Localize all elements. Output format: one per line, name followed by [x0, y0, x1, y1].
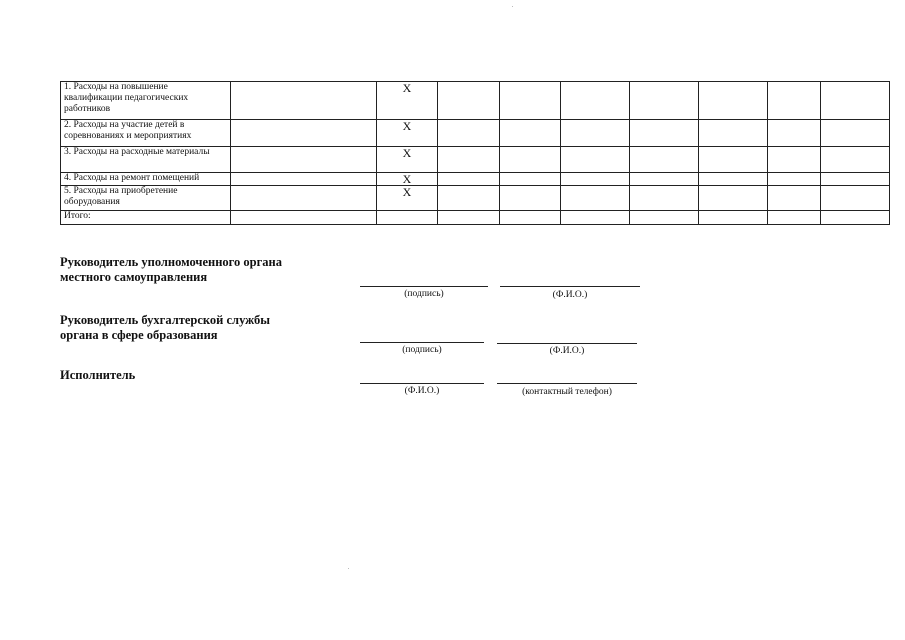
name-line [360, 383, 484, 384]
cross-mark: Х [377, 147, 438, 173]
signature-caption: (подпись) [402, 345, 442, 355]
table-row [61, 120, 890, 147]
row-label: 3. Расходы на расходные материалы [61, 147, 231, 173]
name-caption: (Ф.И.О.) [549, 346, 585, 356]
accounting-signatory-title: Руководитель бухгалтерской службы органа в сфере образования [60, 313, 271, 342]
row-label: 5. Расходы на приобретение оборудования [61, 186, 231, 211]
name-caption: (Ф.И.О.) [404, 386, 440, 396]
signature-line [360, 286, 488, 287]
name-line [497, 343, 637, 344]
total-label: Итого: [61, 211, 231, 225]
phone-caption: (контактный телефон) [522, 387, 612, 397]
table-row [61, 147, 890, 173]
row-label: 1. Расходы на повышение квалификации педагогических работников [61, 82, 231, 120]
name-caption: (Ф.И.О.) [552, 290, 588, 300]
table-row [61, 186, 890, 211]
scan-speck [348, 568, 349, 569]
table-row [61, 82, 890, 120]
row-label: 4. Расходы на ремонт помещений [61, 173, 231, 186]
cross-mark: Х [377, 82, 438, 120]
table-row [61, 173, 890, 186]
cross-mark: Х [377, 173, 438, 186]
cross-mark: Х [377, 186, 438, 211]
row-label: 2. Расходы на участие детей в соревнованиях и мероприятиях [61, 120, 231, 147]
scan-speck [512, 6, 513, 7]
signature-line [360, 342, 484, 343]
executor-title: Исполнитель [60, 368, 136, 382]
signature-caption: (подпись) [404, 289, 444, 299]
name-line [500, 286, 640, 287]
table-row-total [61, 211, 890, 225]
phone-line [497, 383, 637, 384]
cross-mark: Х [377, 120, 438, 147]
expenses-table [60, 81, 890, 225]
head-signatory-title: Руководитель уполномоченного органа местного самоуправления [60, 255, 282, 284]
